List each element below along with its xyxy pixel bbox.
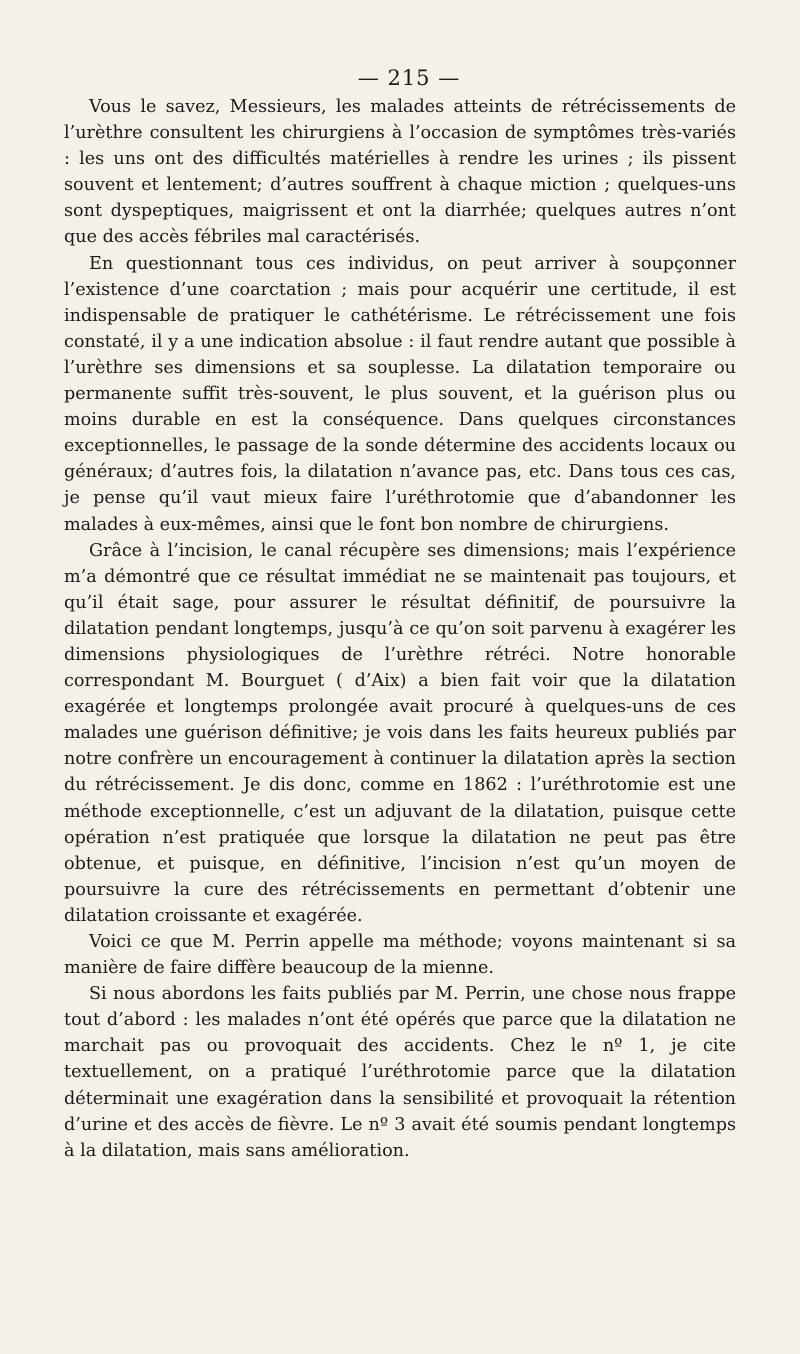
paragraph: En questionnant tous ces individus, on peut arriver à soupçonner l’existence d’une coarctation ; mais pour acquérir une certitude, il est indispensable de pratiquer le cathétérisme. Le rétrécissement une fois constaté, il y a une indication absolue : il faut rendre autant que possible à l’urèthre ses dimensions et sa souplesse. La dilatation temporaire ou permanente suffit très-souvent, le plus souvent, et la guérison plus ou moins durable en est la conséquence. Dans quelques circonstances exceptionnelles, le passage de la sonde détermine des accidents locaux ou généraux; d’autres fois, la dilatation n’avance pas, etc. Dans tous ces cas, je pense qu’il vaut mieux faire l’uréthrotomie que d’abandonner les malades à eux-mêmes, ainsi que le font bon nombre de chirurgiens. (64, 253, 736, 535)
paragraph: Grâce à l’incision, le canal récupère ses dimensions; mais l’expérience m’a démontré que ce résultat immédiat ne se maintenait pas toujours, et qu’il était sage, pour assurer le résultat définitif, de poursuivre la dilatation pendant longtemps, jusqu’à ce qu’on soit parvenu à exagérer les dimensions physiologiques de l’urèthre rétréci. Notre honorable correspondant M. Bourguet ( d’Aix) a bien fait voir que la dilatation exagérée et longtemps prolongée avait procuré à quelques-uns de ces malades une guérison définitive; je vois dans les faits heureux publiés par notre confrère un encouragement à continuer la dilatation après la section du rétrécissement. Je dis donc, comme en 1862 : l’uréthrotomie est une méthode exceptionnelle, c’est un adjuvant de la dilatation, puisque cette opération n’est pratiquée que lorsque la dilatation ne peut pas être obtenue, et puisque, en définitive, l’incision n’est qu’un moyen de poursuivre la cure des rétrécissements en permettant d’obtenir une dilatation croissante et exagérée. (64, 540, 736, 926)
paragraph: Vous le savez, Messieurs, les malades atteints de rétrécissements de l’urèthre consultent les chirurgiens à l’occasion de symptômes très-variés : les uns ont des difficultés matérielles à rendre les urines ; ils pissent souvent et lentement; d’autres souffrent à chaque miction ; quelques-uns sont dyspeptiques, maigrissent et ont la diarrhée; quelques autres n’ont que des accès fébriles mal caractérisés. (64, 97, 736, 248)
page-number: — 215 — (357, 66, 461, 90)
body-text (64, 94, 736, 1164)
paragraph: Voici ce que M. Perrin appelle ma méthode; voyons maintenant si sa manière de faire diffère beaucoup de la mienne. (64, 932, 736, 979)
paragraph: Si nous abordons les faits publiés par M. Perrin, une chose nous frappe tout d’abord : les malades n’ont été opérés que parce que la dilatation ne marchait pas ou provoquait des accidents. Chez le nº 1, je cite textuellement, on a pratiqué l’uréthrotomie parce que la dilatation déterminait une exagération dans la sensibilité et provoquait la rétention d’urine et des accès de fièvre. Le nº 3 avait été soumis pendant longtemps à la dilatation, mais sans amélioration. (64, 984, 736, 1161)
